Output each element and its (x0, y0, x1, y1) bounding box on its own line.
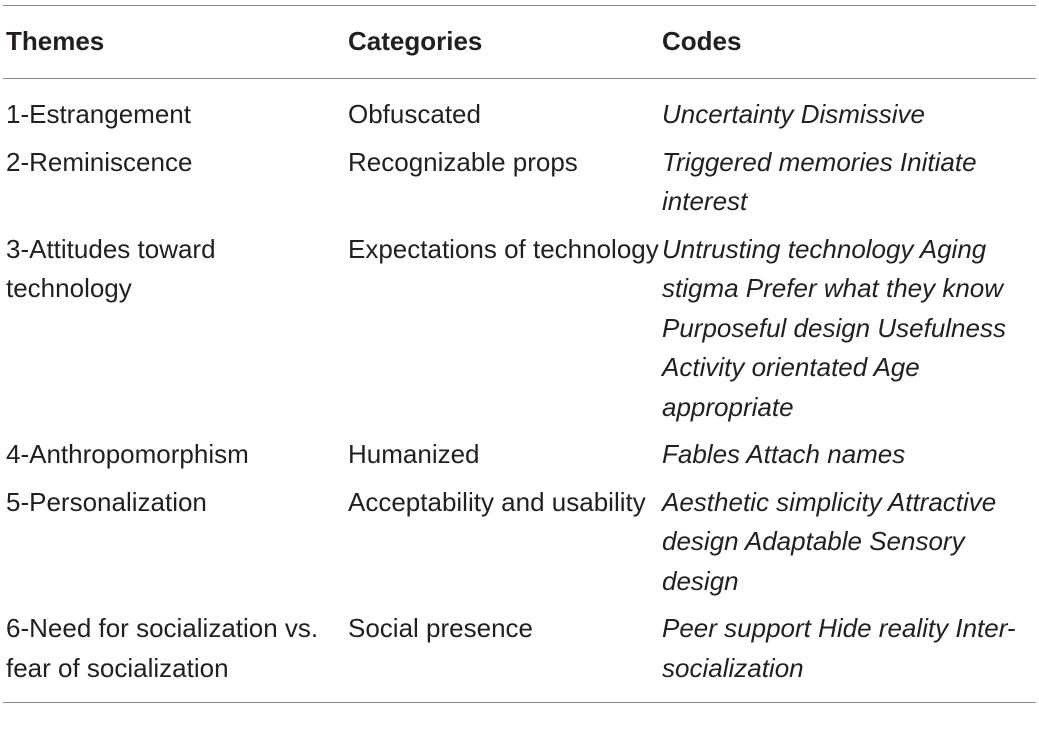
table-row (3, 435, 1036, 483)
theme-cell: 4-Anthropomorphism (6, 439, 249, 469)
themes-table-container (3, 5, 1036, 703)
theme-cell: 5-Personalization (6, 486, 207, 517)
theme-cell: 2-Reminiscence (6, 146, 193, 177)
category-cell: Acceptability and usability (348, 486, 646, 517)
theme-cell: 6-Need for socialization vs. fear of socialization (6, 613, 319, 683)
category-cell: Humanized (348, 439, 480, 469)
codes-cell: Triggered memories Initiate interest (662, 146, 977, 216)
codes-cell: Aesthetic simplicity Attractive design Adaptable Sensory design (662, 486, 997, 596)
table-row (3, 79, 1036, 143)
header-row (3, 6, 1036, 79)
table-row (3, 483, 1036, 610)
category-cell: Recognizable props (348, 146, 578, 177)
theme-cell: 3-Attitudes toward technology (6, 233, 216, 303)
codes-cell: Untrusting technology Aging stigma Prefer what they know Purposeful design Usefulness Activity orientated Age appropriate (662, 233, 1006, 422)
codes-cell: Fables Attach names (662, 439, 906, 469)
table-row (3, 230, 1036, 436)
codes-cell: Peer support Hide reality Inter-socialization (662, 613, 1016, 683)
table-row (3, 609, 1036, 703)
header-categories: Categories (348, 26, 483, 56)
header-themes: Themes (6, 26, 105, 56)
category-cell: Obfuscated (348, 99, 481, 129)
category-cell: Expectations of technology (348, 233, 659, 264)
themes-table (3, 5, 1036, 703)
codes-cell: Uncertainty Dismissive (662, 99, 925, 129)
category-cell: Social presence (348, 613, 533, 643)
theme-cell: 1-Estrangement (6, 99, 191, 129)
table-header (3, 6, 1036, 79)
table-body (3, 79, 1036, 703)
table-row (3, 143, 1036, 230)
header-codes: Codes (662, 26, 742, 56)
